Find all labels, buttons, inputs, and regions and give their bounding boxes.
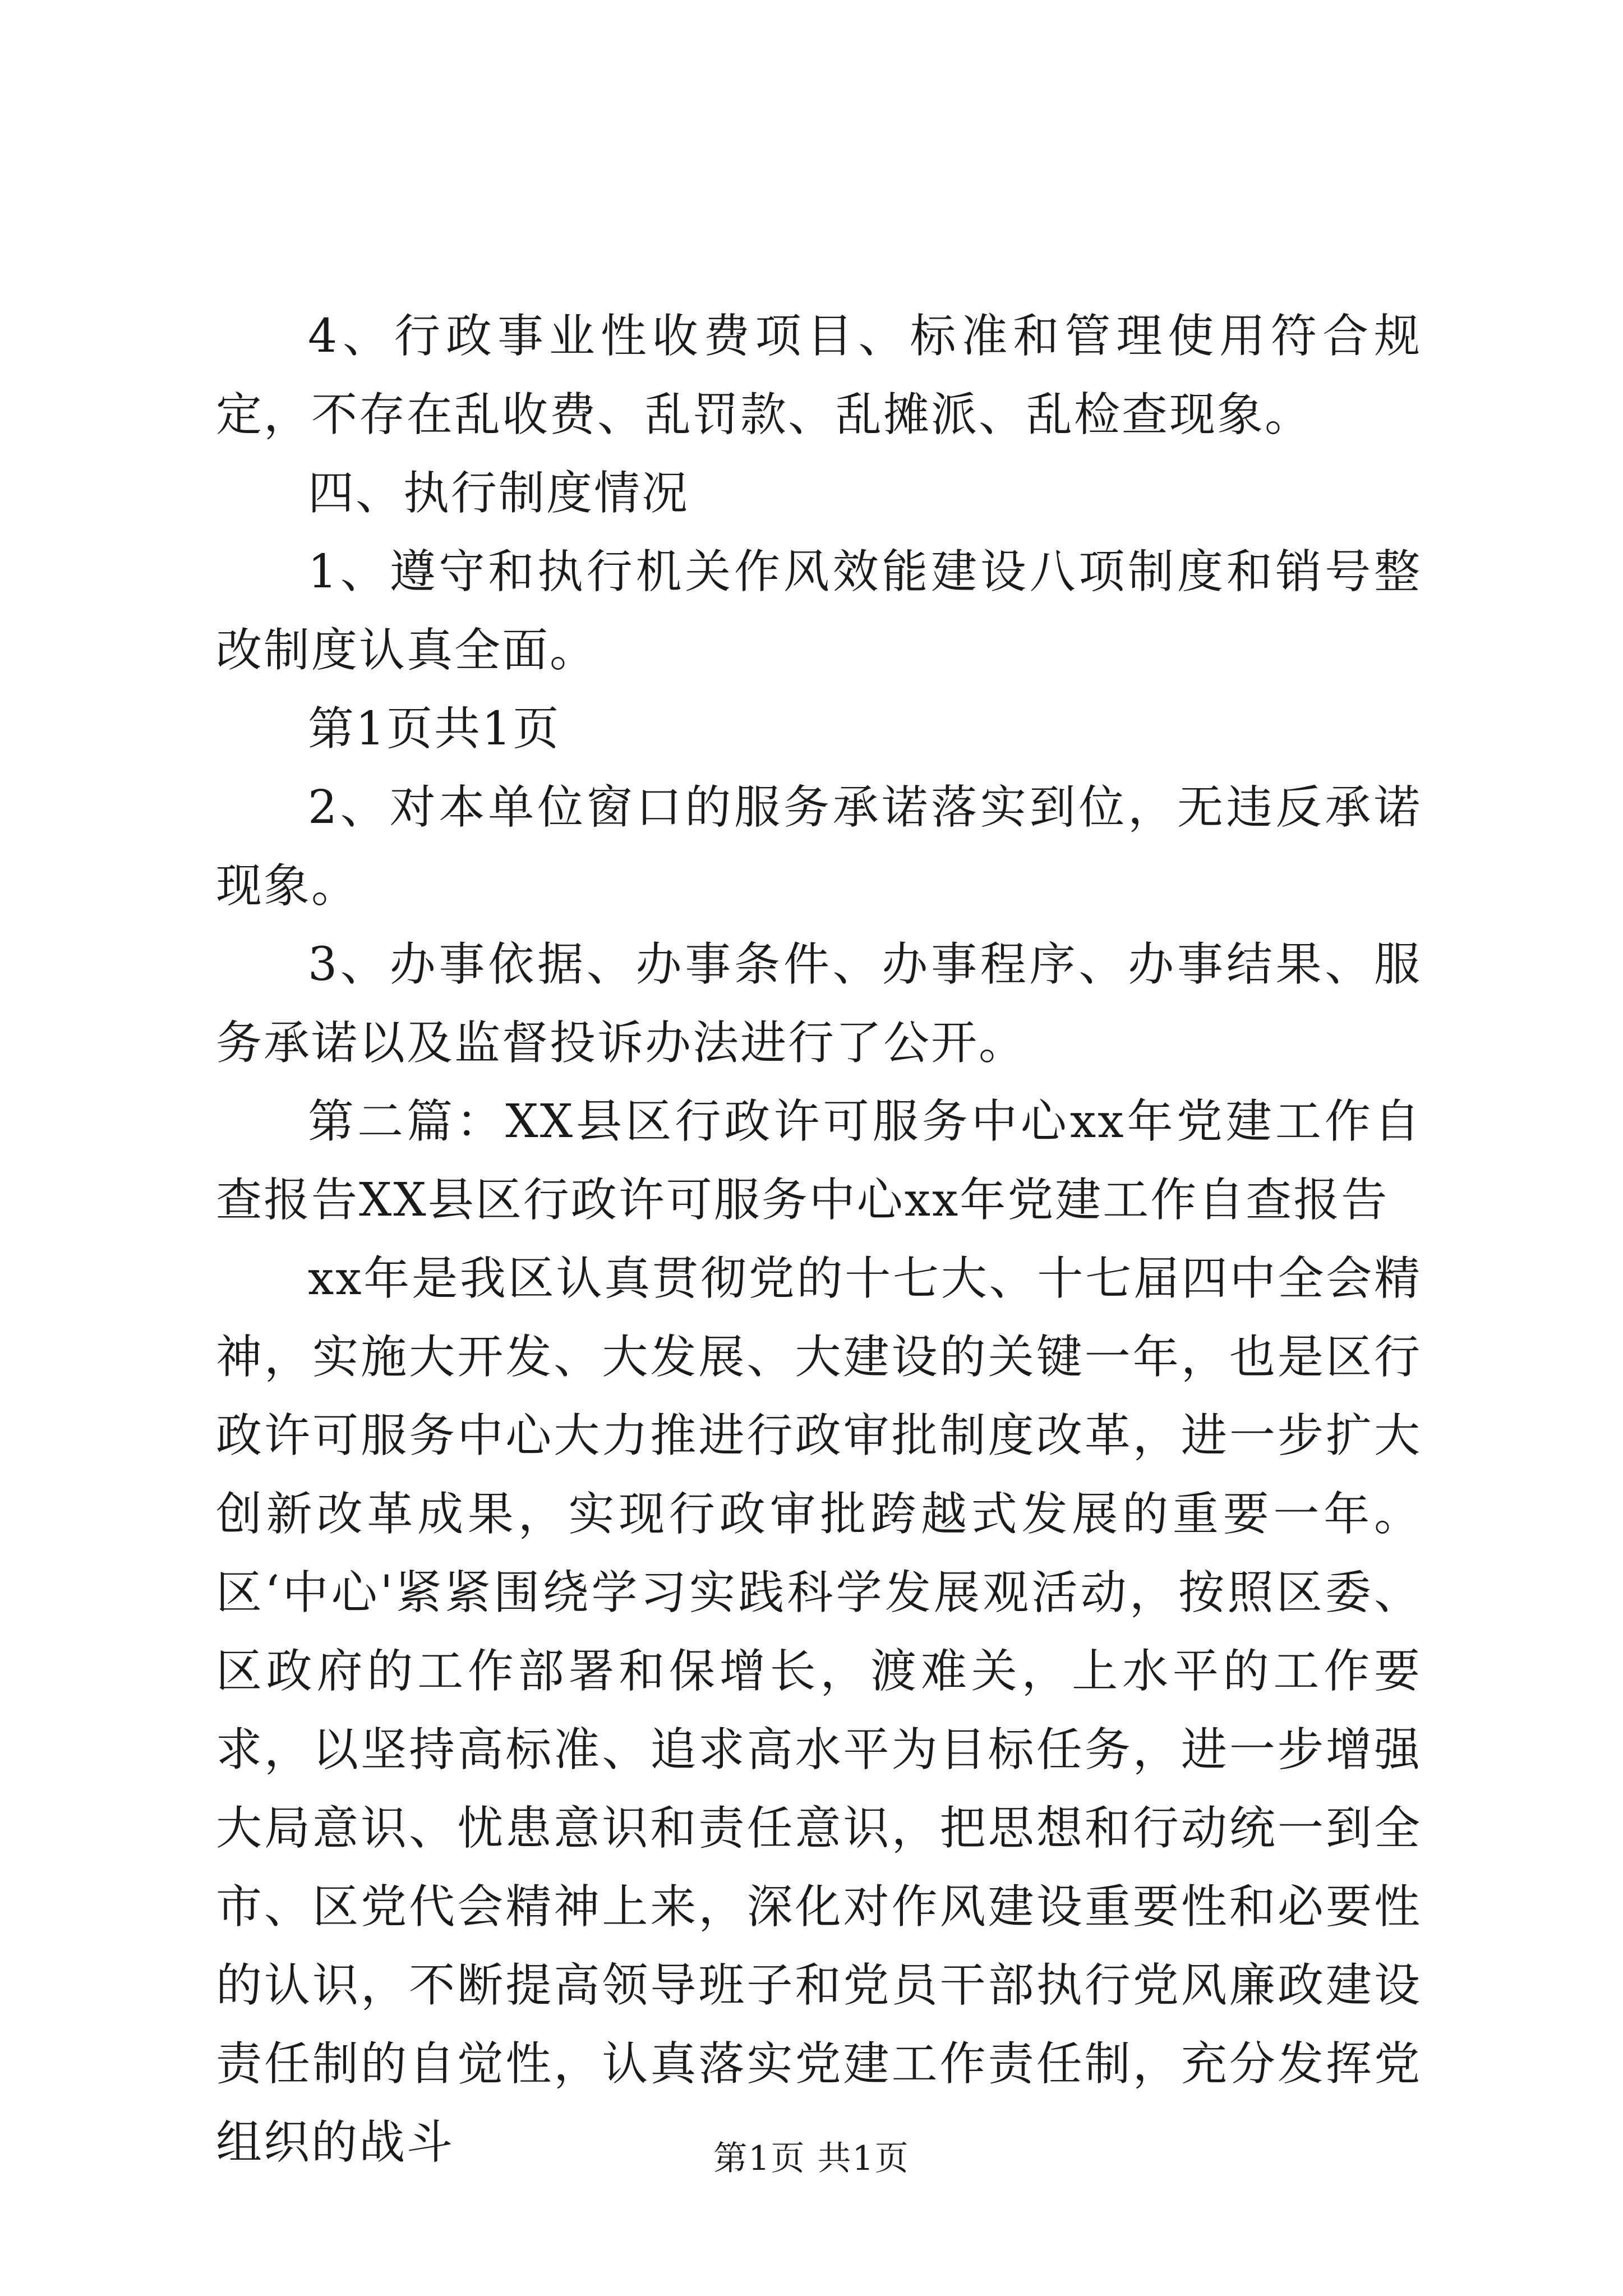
inline-page-marker: 第1页共1页: [308, 702, 561, 756]
paragraph-disclosure: 3、办事依据、办事条件、办事程序、办事结果、服务承诺以及监督投诉办法进行了公开。: [216, 938, 1422, 1070]
document-body: [216, 297, 1422, 2182]
paragraph-fee-compliance: 4、行政事业性收费项目、标准和管理使用符合规定，不存在乱收费、乱罚款、乱摊派、乱检查现象。: [216, 310, 1422, 441]
part-two-title: 第二篇：XX县区行政许可服务中心xx年党建工作自查报告XX县区行政许可服务中心xx年党建工作自查报告: [216, 1095, 1422, 1227]
paragraph-service-commitment: 2、对本单位窗口的服务承诺落实到位，无违反承诺现象。: [216, 781, 1422, 913]
paragraph-report-body: xx年是我区认真贯彻党的十七大、十七届四中全会精神，实施大开发、大发展、大建设的关键一年，也是区行政许可服务中心大力推进行政审批制度改革，进一步扩大创新改革成果，实现行政审批跨越式发展的重要一年。区‘中心'紧紧围绕学习实践科学发展观活动，按照区委、区政府的工作部署和保增长，渡难关，上水平的工作要求，以坚持高标准、追求高水平为目标任务，进一步增强大局意识、忧患意识和责任意识，把思想和行动统一到全市、区党代会精神上来，深化对作风建设重要性和必要性的认识，不断提高领导班子和党员干部执行党风廉政建设责任制的自觉性，认真落实党建工作责任制，充分发挥党组织的战斗: [216, 1252, 1422, 2169]
paragraph-eight-systems: 1、遵守和执行机关作风效能建设八项制度和销号整改制度认真全面。: [216, 545, 1422, 677]
page-footer: 第1页 共1页: [713, 2139, 910, 2178]
section-heading-system-execution: 四、执行制度情况: [308, 467, 690, 520]
